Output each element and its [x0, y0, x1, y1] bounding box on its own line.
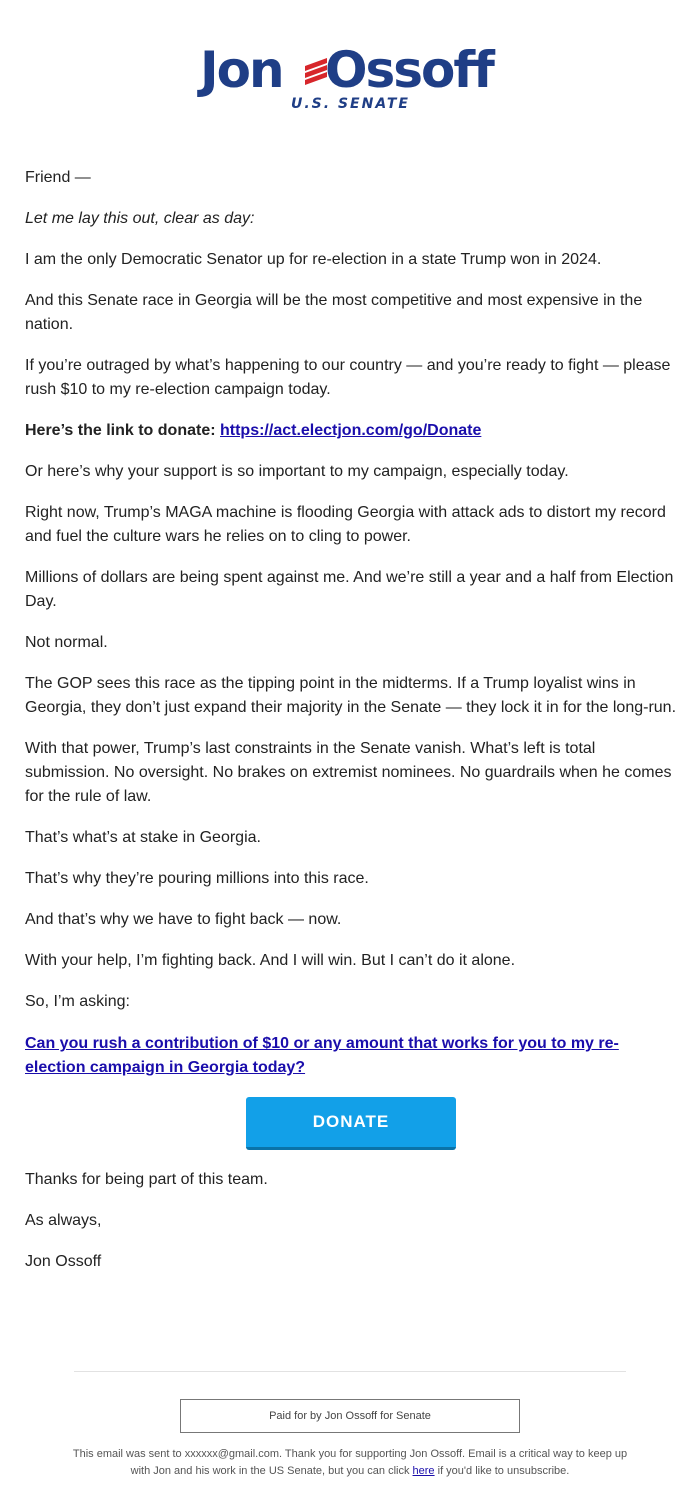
ask-paragraph [25, 1032, 677, 1080]
paragraph: With your help, I’m fighting back. And I will win. But I can’t do it alone. [25, 952, 516, 969]
paragraph: If you’re outraged by what’s happening to our country — and you’re ready to fight — please rush $10 to my re-election campaign today. [25, 357, 671, 398]
signature: Jon Ossoff [25, 1253, 102, 1270]
unsubscribe-link[interactable]: here [412, 1465, 435, 1477]
donate-link-line [25, 419, 677, 443]
paragraph: Millions of dollars are being spent against me. And we’re still a year and a half from Election Day. [25, 569, 674, 610]
footer-notice-end: if you'd like to unsubscribe. [437, 1465, 570, 1477]
paragraph: That’s what’s at stake in Georgia. [25, 829, 261, 846]
donate-button[interactable]: DONATE [246, 1097, 456, 1150]
paragraph: The GOP sees this race as the tipping point in the midterms. If a Trump loyalist wins in Georgia, they don’t just expand their majority in the Senate — they lock it in for the long-run. [25, 675, 677, 716]
email-header [0, 40, 700, 120]
paragraph: And that’s why we have to fight back — now. [25, 911, 342, 928]
footer-divider [74, 1371, 626, 1372]
campaign-logo[interactable] [200, 40, 500, 120]
paragraph: Or here’s why your support is so important to my campaign, especially today. [25, 463, 569, 480]
logo-subtitle: U.S. SENATE [291, 96, 410, 112]
intro-line: Let me lay this out, clear as day: [25, 210, 255, 227]
paragraph: That’s why they’re pouring millions into this race. [25, 870, 369, 887]
footer-notice [70, 1446, 630, 1480]
paragraph: And this Senate race in Georgia will be the most competitive and most expensive in the nation. [25, 292, 643, 333]
contribution-link[interactable]: Can you rush a contribution of $10 or any amount that works for you to my re-election campaign in Georgia today? [25, 1035, 619, 1076]
donate-link[interactable]: https://act.electjon.com/go/Donate [220, 422, 482, 439]
paragraph: With that power, Trump’s last constraints in the Senate vanish. What’s left is total submission. No oversight. No brakes on extremist nominees. No guardrails when he comes for the rule of law. [25, 740, 672, 805]
paragraph: So, I’m asking: [25, 993, 130, 1010]
closing-line: As always, [25, 1212, 102, 1229]
footer-notice-text: This email was sent to xxxxxx@gmail.com. Thank you for supporting Jon Ossoff. Email is a critical way to keep up with Jon and his work in the US Senate, but you can click [72, 1448, 628, 1477]
flag-stripes-icon [303, 56, 331, 86]
greeting: Friend — [25, 169, 91, 186]
logo-last-name: Ossoff [325, 41, 493, 99]
logo-first-name: Jon [200, 41, 283, 99]
paragraph: I am the only Democratic Senator up for re-election in a state Trump won in 2024. [25, 251, 602, 268]
donate-link-label: Here’s the link to donate: [25, 422, 216, 439]
thanks-line: Thanks for being part of this team. [25, 1171, 268, 1188]
donate-button-wrap [25, 1097, 677, 1150]
email-body [25, 166, 677, 1291]
paragraph: Not normal. [25, 634, 108, 651]
logo-wordmark [200, 40, 500, 100]
paid-for-disclaimer: Paid for by Jon Ossoff for Senate [180, 1399, 520, 1433]
paragraph: Right now, Trump’s MAGA machine is flooding Georgia with attack ads to distort my record and fuel the culture wars he relies on to cling to power. [25, 504, 666, 545]
